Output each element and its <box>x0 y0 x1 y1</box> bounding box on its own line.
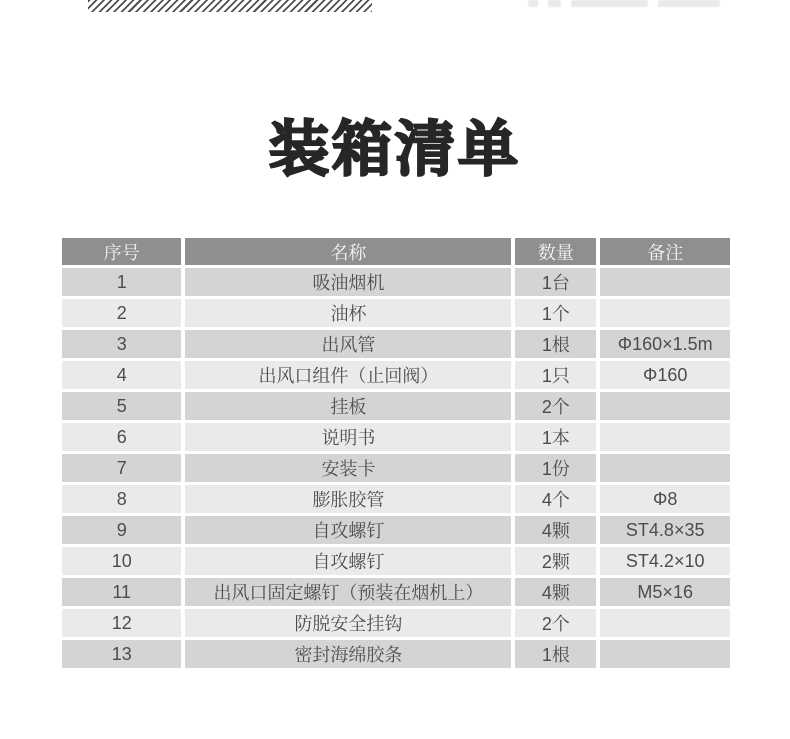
cell-remark: Φ8 <box>600 485 730 513</box>
cell-index: 4 <box>62 361 181 389</box>
cell-index: 8 <box>62 485 181 513</box>
cell-remark <box>600 454 730 482</box>
table-row <box>62 454 730 482</box>
cell-index: 11 <box>62 578 181 606</box>
cell-remark: M5×16 <box>600 578 730 606</box>
table-row <box>62 609 730 637</box>
table-row <box>62 392 730 420</box>
cell-index: 12 <box>62 609 181 637</box>
cell-name: 自攻螺钉 <box>185 516 511 544</box>
cell-name: 膨胀胶管 <box>185 485 511 513</box>
table-row <box>62 640 730 668</box>
cell-quantity: 1根 <box>515 640 596 668</box>
cell-quantity: 1只 <box>515 361 596 389</box>
cell-name: 自攻螺钉 <box>185 547 511 575</box>
cell-remark <box>600 640 730 668</box>
faint-blob <box>528 0 538 7</box>
page-title: 装箱清单 <box>269 116 521 183</box>
cell-index: 7 <box>62 454 181 482</box>
cell-quantity: 2个 <box>515 609 596 637</box>
cell-remark: Φ160×1.5m <box>600 330 730 358</box>
cell-index: 6 <box>62 423 181 451</box>
cell-index: 2 <box>62 299 181 327</box>
column-header-0: 序号 <box>62 238 181 265</box>
table-row <box>62 268 730 296</box>
cell-quantity: 1份 <box>515 454 596 482</box>
cell-quantity: 4颗 <box>515 516 596 544</box>
cell-remark <box>600 423 730 451</box>
faint-blob <box>571 0 647 7</box>
table-row <box>62 578 730 606</box>
cell-remark <box>600 299 730 327</box>
table-row <box>62 330 730 358</box>
cell-quantity: 1台 <box>515 268 596 296</box>
faint-header-remnant <box>528 0 720 9</box>
table-row <box>62 516 730 544</box>
cell-quantity: 4颗 <box>515 578 596 606</box>
table-row <box>62 361 730 389</box>
column-header-1: 名称 <box>185 238 511 265</box>
cell-index: 1 <box>62 268 181 296</box>
cell-remark: Φ160 <box>600 361 730 389</box>
cell-quantity: 2个 <box>515 392 596 420</box>
cell-quantity: 4个 <box>515 485 596 513</box>
cell-name: 防脱安全挂钩 <box>185 609 511 637</box>
faint-blob <box>548 0 562 7</box>
cell-remark <box>600 392 730 420</box>
table-row <box>62 299 730 327</box>
cell-name: 说明书 <box>185 423 511 451</box>
column-header-3: 备注 <box>600 238 730 265</box>
cell-index: 9 <box>62 516 181 544</box>
cell-quantity: 1个 <box>515 299 596 327</box>
faint-blob <box>658 0 720 7</box>
diagonal-hatch-pattern <box>88 0 372 12</box>
packing-list-table <box>58 235 734 671</box>
cell-quantity: 2颗 <box>515 547 596 575</box>
cell-index: 10 <box>62 547 181 575</box>
cell-quantity: 1本 <box>515 423 596 451</box>
table-row <box>62 485 730 513</box>
table-row <box>62 423 730 451</box>
cell-name: 出风口固定螺钉（预装在烟机上） <box>185 578 511 606</box>
cell-remark <box>600 268 730 296</box>
cell-name: 油杯 <box>185 299 511 327</box>
cell-name: 挂板 <box>185 392 511 420</box>
cell-remark: ST4.2×10 <box>600 547 730 575</box>
cell-name: 吸油烟机 <box>185 268 511 296</box>
table-row <box>62 547 730 575</box>
cell-index: 13 <box>62 640 181 668</box>
cell-quantity: 1根 <box>515 330 596 358</box>
table-header-row <box>62 238 730 265</box>
column-header-2: 数量 <box>515 238 596 265</box>
cell-name: 密封海绵胶条 <box>185 640 511 668</box>
table-body <box>62 268 730 668</box>
cell-name: 出风管 <box>185 330 511 358</box>
cell-index: 5 <box>62 392 181 420</box>
cell-remark: ST4.8×35 <box>600 516 730 544</box>
cell-name: 出风口组件（止回阀） <box>185 361 511 389</box>
cell-name: 安装卡 <box>185 454 511 482</box>
cell-remark <box>600 609 730 637</box>
cell-index: 3 <box>62 330 181 358</box>
